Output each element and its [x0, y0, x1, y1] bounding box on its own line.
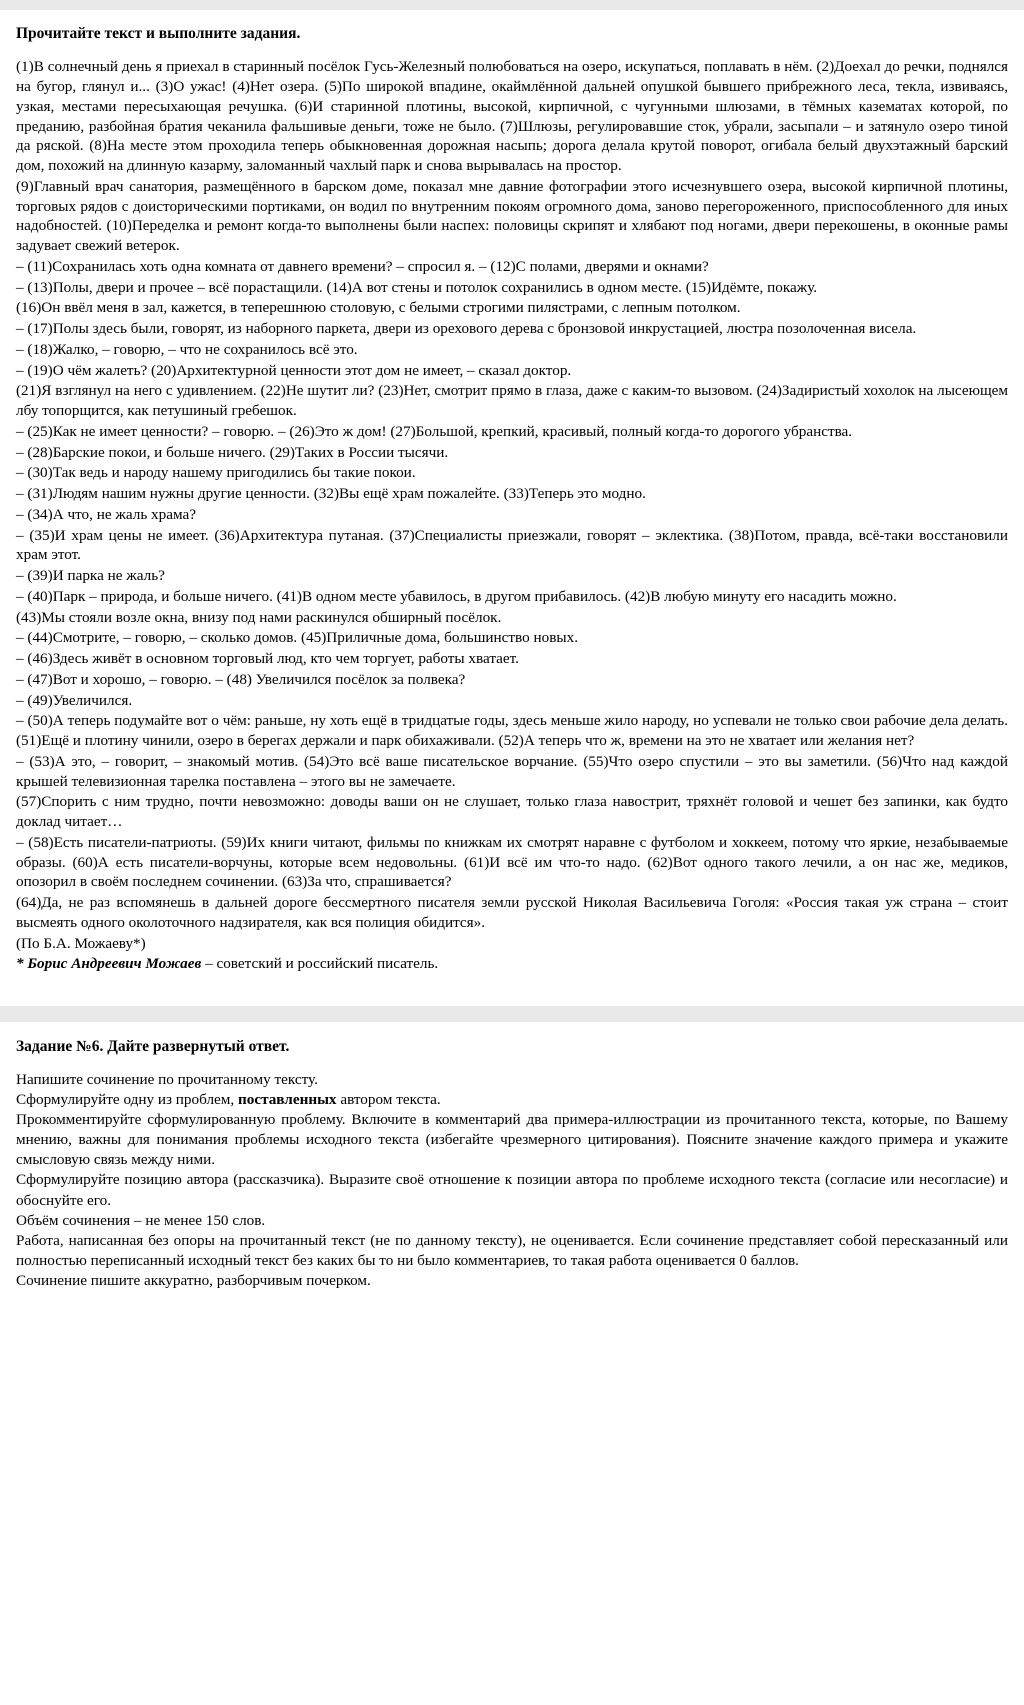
text-paragraph: – (31)Людям нашим нужны другие ценности. (32)Вы ещё храм пожалейте. (33)Теперь это модно. — [16, 485, 646, 503]
instruction-line: Работа, написанная без опоры на прочитанный текст (не по данному тексту), не оценивается. Если сочинение представляет собой пересказанный или полностью переписанный исходный текст без каких бы то ни было комментариев, то такая работа оценивается 0 баллов. — [16, 1231, 1008, 1269]
text-paragraph: (57)Спорить с ним трудно, почти невозможно: доводы ваши он не слушает, только глаза навострит, тряхнёт головой и чешет без запинки, как будто доклад читает… — [16, 793, 1008, 831]
task-heading: Прочитайте текст и выполните задания. — [16, 25, 301, 42]
text-paragraph: – (50)А теперь подумайте вот о чём: раньше, ну хоть ещё в тридцатые годы, здесь меньше жило народу, но успевали не только свои рабочие дела делать. (51)Ещё и плотину чинили, озеро в берегах держали и парк обихаживали. (52)А теперь что ж, времени на это не хватает или желания нет? — [16, 712, 1008, 750]
text-paragraph: (1)В солнечный день я приехал в старинный посёлок Гусь-Железный полюбоваться на озеро, искупаться, поплавать в нём. (2)Доехал до речки, поднялся на бугор, глянул и... (3)О ужас! (4)Нет озера. (5)По широкой впадине, окаймлённой дальней опушкой бывшего прибрежного леса, текла, извиваясь, узкая, местами пересыхающая речушка. (6)И старинной плотины, высокой, кирпичной, с чугунными шлюзами, в тёмных казематах которой, по преданию, разбойная братия чеканила фальшивые деньги, тоже не было. (7)Шлюзы, регулировавшие сток, убрали, засыпали – и затянуло озеро тиной да ряской. (8)На месте этом проходила теперь обыкновенная дорожная насыпь; дорога делала крутой поворот, огибала белый двухэтажный барский дом, похожий на длинную казарму, заломанный чахлый парк и снова вырывалась на простор. — [16, 58, 1008, 175]
text-paragraph: – (34)А что, не жаль храма? — [16, 505, 196, 523]
text-paragraph: (16)Он ввёл меня в зал, кажется, в теперешнюю столовую, с белыми строгими пилястрами, с лепным потолком. — [16, 299, 741, 317]
text-paragraph: – (35)И храм цены не имеет. (36)Архитектура путаная. (37)Специалисты приезжали, говорят – эклектика. (38)Потом, правда, всё-таки восстановили храм этот. — [16, 526, 1008, 564]
text-paragraph: – (13)Полы, двери и прочее – всё порастащили. (14)А вот стены и потолок сохранились в одном месте. (15)Идёмте, покажу. — [16, 278, 818, 296]
instruction-line: Сочинение пишите аккуратно, разборчивым почерком. — [16, 1271, 371, 1289]
text-paragraph: – (44)Смотрите, – говорю, – сколько домов. (45)Приличные дома, большинство новых. — [16, 629, 578, 647]
instruction-line: Объём сочинения – не менее 150 слов. — [16, 1211, 266, 1229]
instruction-line: Прокомментируйте сформулированную проблему. Включите в комментарий два примера-иллюстрации из прочитанного текста, которые, по Вашему мнению, важны для понимания проблемы исходного текста (избегайте чрезмерного цитирования). Поясните значение каждого примера и укажите смысловую связь между ними. — [16, 1111, 1008, 1169]
text-paragraph: (43)Мы стояли возле окна, внизу под нами раскинулся обширный посёлок. — [16, 608, 502, 626]
reading-task-section — [0, 24, 1024, 992]
text-paragraph: – (46)Здесь живёт в основном торговый люд, кто чем торгует, работы хватает. — [16, 650, 519, 668]
instruction-line-with-bold: Сформулируйте одну из проблем, поставленных автором текста. — [16, 1091, 441, 1109]
bottom-spacer — [16, 1291, 1008, 1331]
footnote-author-name: * Борис Андреевич Можаев — [16, 955, 202, 973]
task6-heading: Задание №6. Дайте развернутый ответ. — [16, 1038, 290, 1056]
spacer — [16, 974, 1008, 992]
text-paragraph: – (28)Барские покои, и больше ничего. (29)Таких в России тысячи. — [16, 443, 449, 461]
text-paragraph: – (58)Есть писатели-патриоты. (59)Их книги читают, фильмы по книжкам их смотрят наравне с футболом и хоккеем, потому что яркие, незабываемые образы. (60)А есть писатели-ворчуны, которые всем недовольны. (61)И всё им что-то надо. (62)Вот одного такого лечили, а он нас же, медиков, опозорил в своём последнем сочинении. (63)За что, спрашивается? — [16, 833, 1008, 891]
task6-instructions — [16, 1070, 1008, 1291]
task6-section — [0, 1038, 1024, 1331]
text-paragraph: – (47)Вот и хорошо, – говорю. – (48) Увеличился посёлок за полвека? — [16, 670, 466, 688]
footnote-line — [16, 954, 1008, 974]
text-paragraph: – (53)А это, – говорит, – знакомый мотив. (54)Это всё ваше писательское ворчание. (55)Что озеро спустили – это вы заметили. (56)Что над каждой крышей телевизионная тарелка поставлена – этого вы не замечаете. — [16, 752, 1008, 790]
top-band — [0, 0, 1024, 10]
text-paragraph: – (17)Полы здесь были, говорят, из наборного паркета, двери из орехового дерева с бронзовой инкрустацией, люстра позолоченная висела. — [16, 320, 917, 338]
instruction-line: Сформулируйте позицию автора (рассказчика). Выразите своё отношение к позиции автора по проблеме исходного текста (согласие или несогласие) и обоснуйте его. — [16, 1171, 1008, 1209]
text-paragraph: – (11)Сохранилась хоть одна комната от давнего времени? – спросил я. – (12)С полами, дверями и окнами? — [16, 257, 709, 275]
text-paragraph: (64)Да, не раз вспомянешь в дальней дороге бессмертного писателя земли русской Николая Васильевича Гоголя: «Россия такая уж страна – стоит высмеять одного околоточного надзирателя, как вся полиция обидится». — [16, 894, 1008, 931]
attribution-line: (По Б.А. Можаеву*) — [16, 934, 146, 952]
text-paragraph: – (40)Парк – природа, и больше ничего. (41)В одном месте убавилось, в другом прибавилось. (42)В любую минуту его насадить можно. — [16, 587, 897, 605]
section-divider-band — [0, 1006, 1024, 1022]
text-paragraph: – (30)Так ведь и народу нашему пригодились бы такие покои. — [16, 464, 416, 482]
instruction-line: Напишите сочинение по прочитанному тексту. — [16, 1071, 318, 1089]
text-paragraph: – (39)И парка не жаль? — [16, 567, 165, 585]
text-paragraph: (21)Я взглянул на него с удивлением. (22)Не шутит ли? (23)Нет, смотрит прямо в глаза, даже с каким-то вызовом. (24)Задиристый хохолок на лысеющем лбу топорщится, как петушиный гребешок. — [16, 382, 1008, 420]
text-paragraph: – (49)Увеличился. — [16, 691, 133, 709]
text-paragraph: – (18)Жалко, – говорю, – что не сохранилось всё это. — [16, 340, 358, 358]
text-paragraph: – (19)О чём жалеть? (20)Архитектурной ценности этот дом не имеет, – сказал доктор. — [16, 361, 572, 379]
text-paragraph: (9)Главный врач санатория, размещённого в барском доме, показал мне давние фотографии этого исчезнувшего озера, высокой кирпичной плотины, торговых рядов с доисторическими портиками, он водил по внутренним покоям огромного дома, заново перегороженного, приспособленного для иных надобностей. (10)Переделка и ремонт когда-то выполнены были наспех: половицы скрипят и хлябают под ногами, двери перекошены, в оконные рамы задувает свежий ветерок. — [16, 177, 1008, 255]
text-paragraph: – (25)Как не имеет ценности? – говорю. – (26)Это ж дом! (27)Большой, крепкий, красивый, полный когда-то дорогого убранства. — [16, 422, 853, 440]
instruction-bold-fragment: поставленных — [237, 1091, 337, 1109]
footnote-description: – советский и российский писатель. — [201, 955, 439, 973]
